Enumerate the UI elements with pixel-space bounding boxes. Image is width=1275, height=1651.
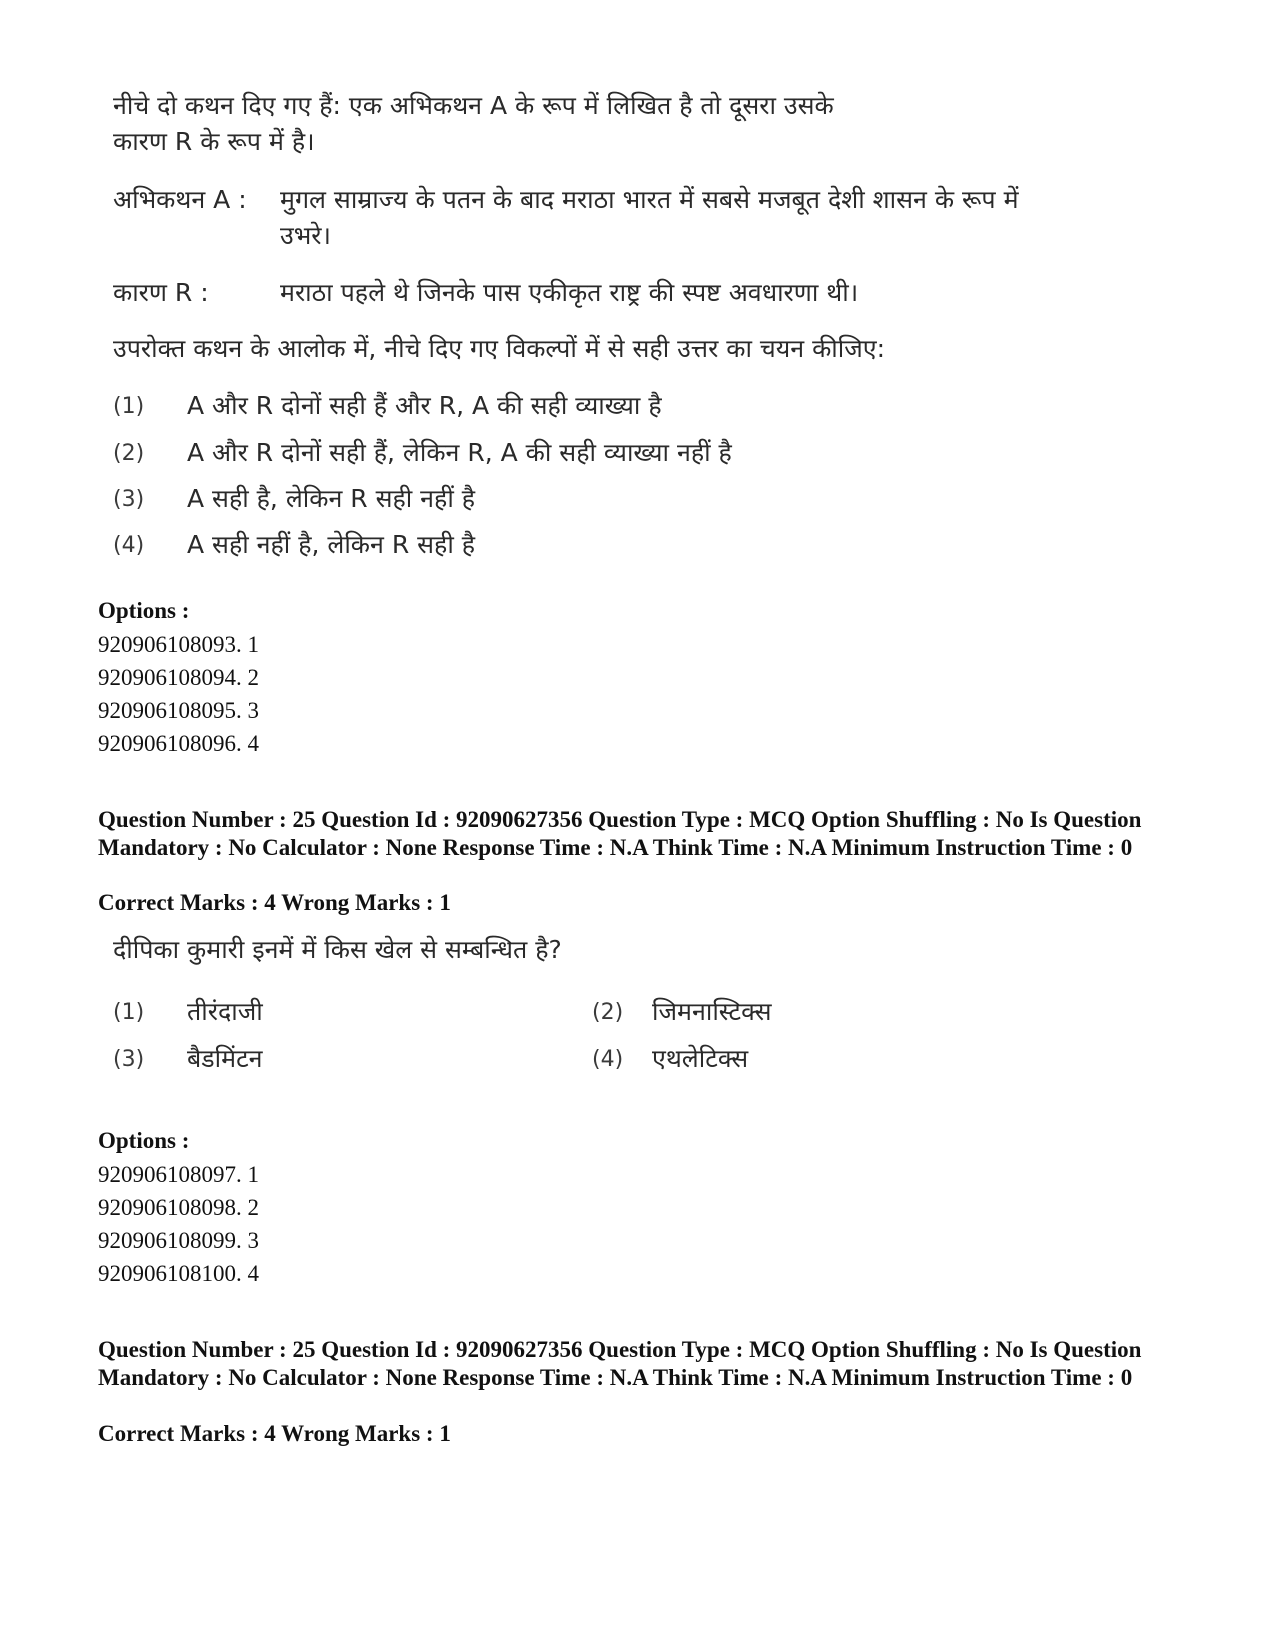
q24-assertion-line2: उभरे। [280,221,331,250]
q24-instruction: उपरोक्त कथन के आलोक में, नीचे दिए गए विकल्पों में से सही उत्तर का चयन कीजिए: [113,334,886,363]
q24-choice-text: A सही नहीं है, लेकिन R सही है [187,530,476,559]
q25-choice-text: जिमनास्टिक्स [652,997,772,1026]
q25-option-id: 920906108100. 4 [98,1261,259,1286]
q25-choice-num: (2) [592,1000,624,1025]
q25-choice-num: (4) [592,1047,624,1072]
q24-options-heading: Options : [98,598,190,623]
q25-choice-text: बैडमिंटन [187,1044,263,1073]
q25-choice-text: तीरंदाजी [187,997,263,1026]
next-meta: Question Number : 25 Question Id : 92090627356 Question Type : MCQ Option Shuffling : No Is Question Mandatory : No Calculator : None Response Time : N.A Think Time : N.A Minimum Instruction Time : 0 [98,1337,1142,1390]
q25-option-id: 920906108097. 1 [98,1162,259,1187]
q24-choice-num: (2) [113,441,145,466]
q25-question: दीपिका कुमारी इनमें में किस खेल से सम्बन्धित है? [113,935,562,964]
q25-choice-num: (3) [113,1047,145,1072]
q24-choice-text: A और R दोनों सही हैं और R, A की सही व्याख्या है [187,391,662,420]
q24-option-id: 920906108093. 1 [98,632,259,657]
q25-choice-num: (1) [113,1000,145,1025]
q24-reason-text: मराठा पहले थे जिनके पास एकीकृत राष्ट्र की स्पष्ट अवधारणा थी। [280,278,859,307]
q24-choice-num: (4) [113,533,145,558]
q25-options-heading: Options : [98,1128,190,1153]
q25-option-id: 920906108098. 2 [98,1195,259,1220]
q25-choice-text: एथलेटिक्स [652,1044,749,1073]
q24-choice-text: A सही है, लेकिन R सही नहीं है [187,484,476,513]
q24-choice-text: A और R दोनों सही हैं, लेकिन R, A की सही व्याख्या नहीं है [187,438,732,467]
q24-option-id: 920906108095. 3 [98,698,259,723]
q25-meta: Question Number : 25 Question Id : 92090627356 Question Type : MCQ Option Shuffling : No Is Question Mandatory : No Calculator : None Response Time : N.A Think Time : N.A Minimum Instruction Time : 0 [98,807,1142,860]
q25-marks: Correct Marks : 4 Wrong Marks : 1 [98,890,451,915]
q24-choice-num: (3) [113,487,145,512]
q24-intro-line2: कारण R के रूप में है। [113,127,315,156]
q25-option-id: 920906108099. 3 [98,1228,259,1253]
q24-option-id: 920906108094. 2 [98,665,259,690]
q24-choice-num: (1) [113,394,145,419]
q24-reason-label: कारण R : [113,278,209,307]
q24-option-id: 920906108096. 4 [98,731,259,756]
q24-intro-line1: नीचे दो कथन दिए गए हैं: एक अभिकथन A के रूप में लिखित है तो दूसरा उसके [113,91,834,120]
next-marks: Correct Marks : 4 Wrong Marks : 1 [98,1421,451,1446]
q24-assertion-label: अभिकथन A : [113,185,247,214]
q24-assertion-line1: मुगल साम्राज्य के पतन के बाद मराठा भारत में सबसे मजबूत देशी शासन के रूप में [280,185,1019,214]
